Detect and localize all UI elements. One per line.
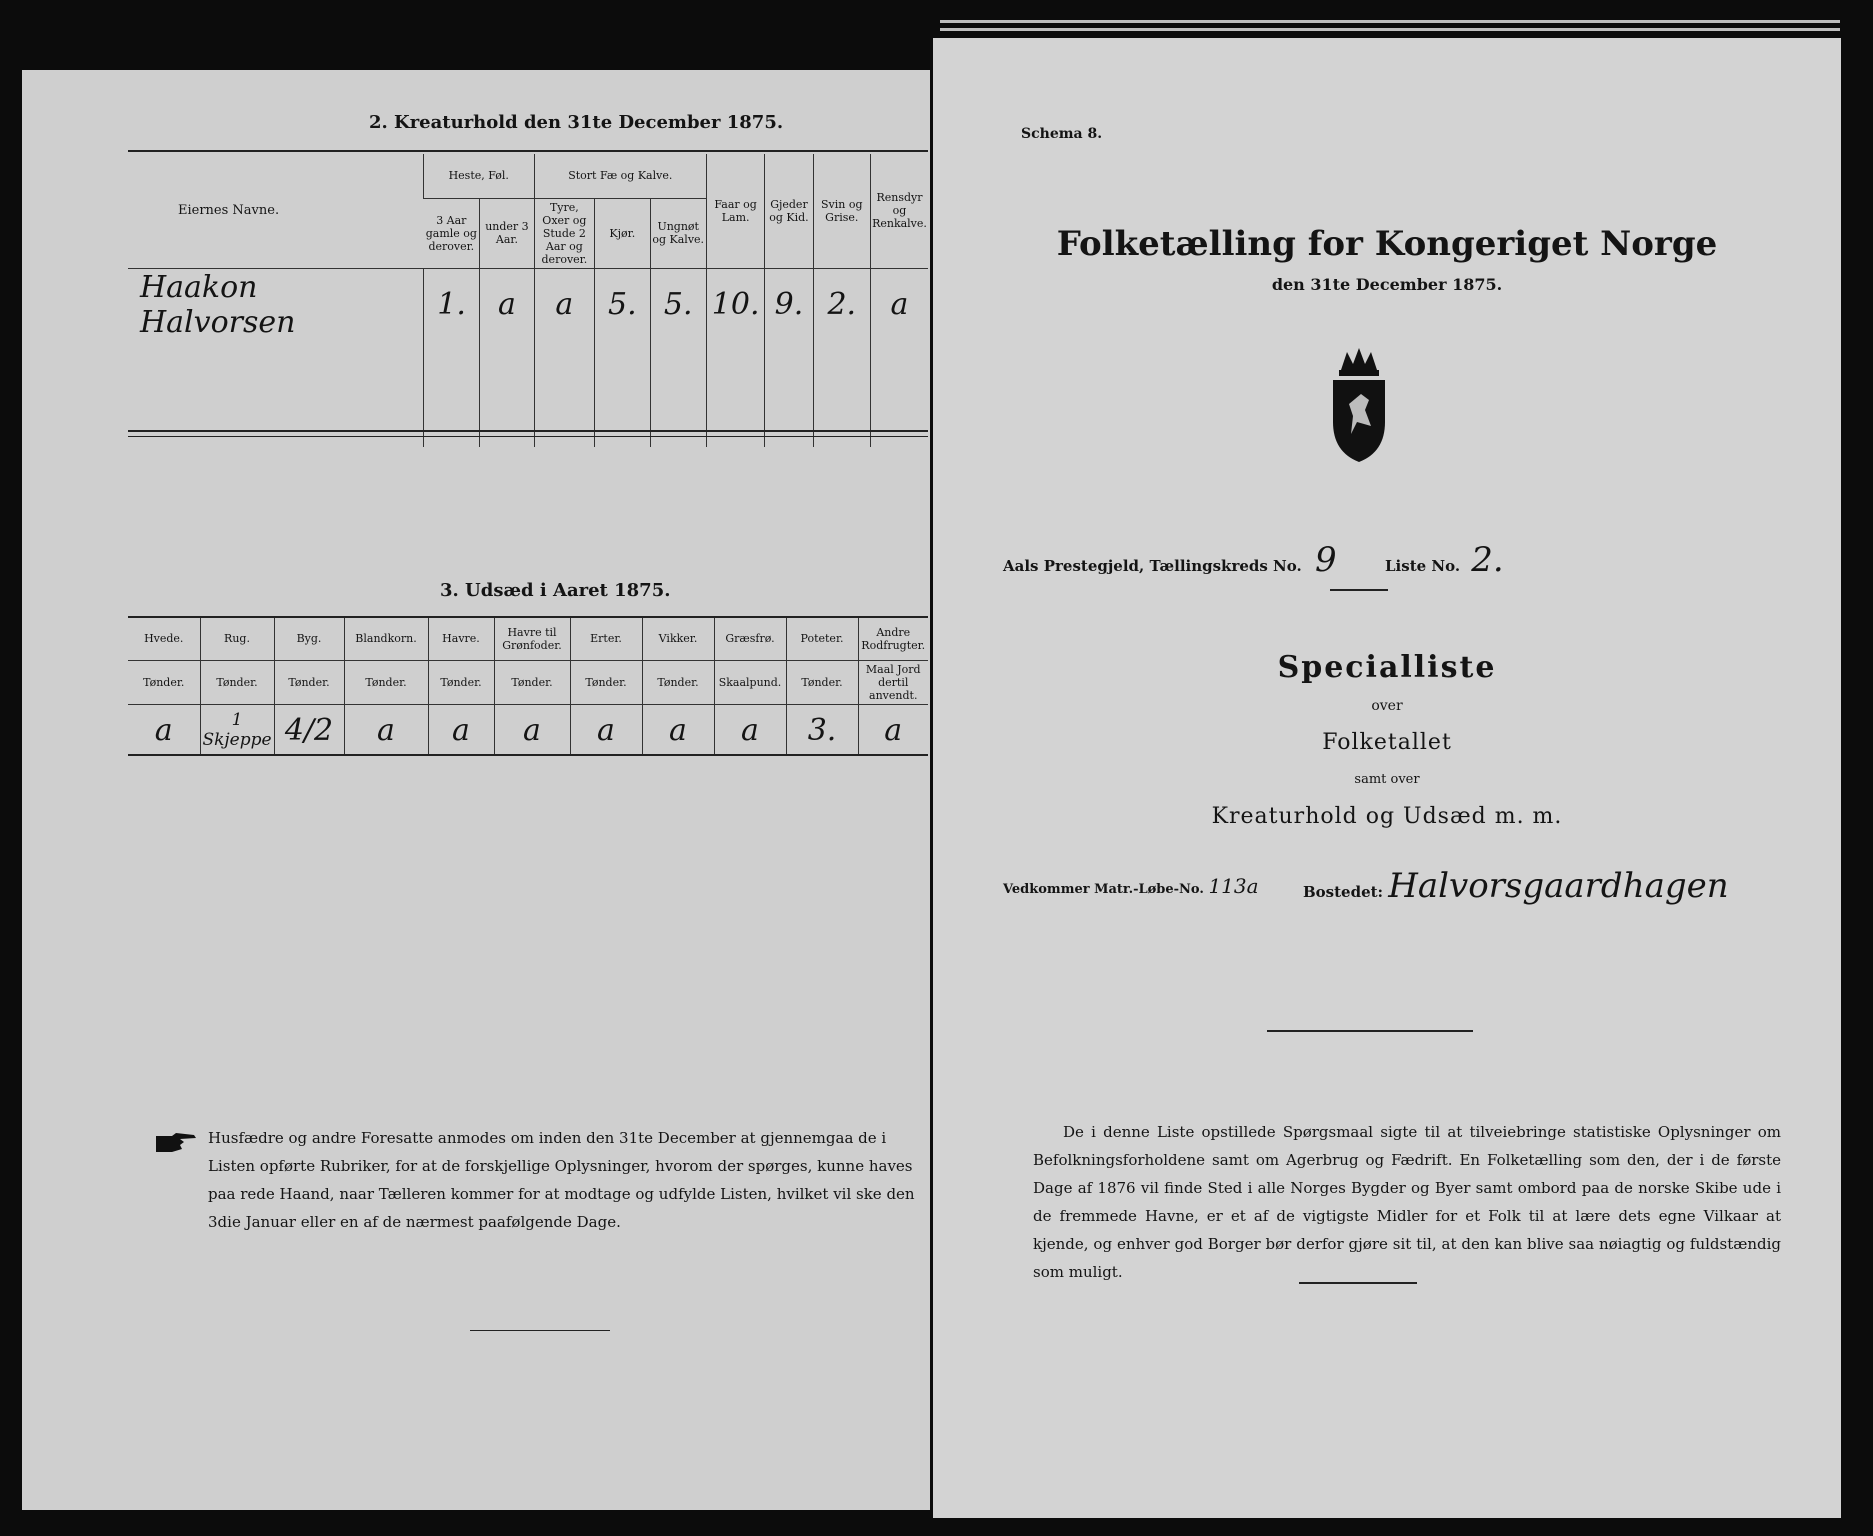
cell-tyre: a bbox=[534, 268, 595, 341]
group-heste: Heste, Føl. bbox=[423, 154, 534, 198]
seed-col-2: Rug. bbox=[200, 618, 274, 660]
pointing-hand-icon bbox=[154, 1132, 198, 1154]
bostedet-label: Bostedet: bbox=[1303, 883, 1384, 901]
matr-label: Vedkommer Matr.-Løbe-No. bbox=[1003, 882, 1204, 897]
bostedet-value: Halvorsgaardhagen bbox=[1388, 866, 1729, 906]
seed-table bbox=[128, 618, 928, 756]
col-ungnoed: Ungnøt og Kalve. bbox=[650, 198, 706, 268]
seed-value-7: a bbox=[570, 704, 642, 756]
kreds-label: Tællingskreds No. bbox=[1149, 557, 1302, 575]
seed-col-9: Græsfrø. bbox=[714, 618, 786, 660]
specialliste-title: Specialliste bbox=[1277, 650, 1497, 685]
form-title: Folketælling for Kongeriget Norge bbox=[1056, 224, 1718, 264]
seed-value-9: a bbox=[714, 704, 786, 756]
col-owner-name: Eiernes Navne. bbox=[128, 154, 423, 268]
col-gjeder: Gjeder og Kid. bbox=[765, 154, 813, 268]
col-tyre: Tyre, Oxer og Stude 2 Aar og derover. bbox=[534, 198, 595, 268]
seed-unit-9: Skaalpund. bbox=[714, 660, 786, 704]
table-row bbox=[128, 704, 928, 756]
left-page bbox=[22, 70, 930, 1510]
rule bbox=[1330, 589, 1388, 591]
col-heste-over3: 3 Aar gamle og derover. bbox=[423, 198, 479, 268]
page-edge bbox=[940, 28, 1840, 31]
col-rensdyr: Rensdyr og Renkalve. bbox=[870, 154, 928, 268]
seed-value-10: 3. bbox=[786, 704, 858, 756]
schema-label: Schema 8. bbox=[1021, 126, 1103, 142]
seed-unit-4: Tønder. bbox=[344, 660, 428, 704]
seed-value-3: 4/2 bbox=[274, 704, 344, 756]
seed-unit-1: Tønder. bbox=[128, 660, 200, 704]
seed-unit-11: Maal Jord dertil anvendt. bbox=[858, 660, 928, 704]
cell-heste-under3: a bbox=[480, 268, 534, 341]
seed-unit-8: Tønder. bbox=[642, 660, 714, 704]
cell-heste-over3: 1. bbox=[423, 268, 479, 341]
col-faar: Faar og Lam. bbox=[706, 154, 764, 268]
seed-value-11: a bbox=[858, 704, 928, 756]
seed-col-1: Hvede. bbox=[128, 618, 200, 660]
liste-value: 2. bbox=[1471, 540, 1504, 580]
form-subtitle: den 31te December 1875. bbox=[1271, 275, 1503, 294]
right-page bbox=[933, 38, 1841, 1518]
livestock-table bbox=[128, 154, 928, 447]
seed-col-4: Blandkorn. bbox=[344, 618, 428, 660]
rule bbox=[1299, 1282, 1417, 1284]
table-row bbox=[128, 341, 928, 377]
seed-value-8: a bbox=[642, 704, 714, 756]
seed-col-5: Havre. bbox=[428, 618, 494, 660]
samt-over-text: samt over bbox=[1354, 772, 1420, 787]
folketallet-text: Folketallet bbox=[1322, 730, 1452, 755]
seed-value-6: a bbox=[494, 704, 570, 756]
rule bbox=[128, 150, 928, 152]
rule bbox=[470, 1330, 610, 1331]
section3-heading: 3. Udsæd i Aaret 1875. bbox=[440, 580, 671, 601]
col-kjoer: Kjør. bbox=[595, 198, 650, 268]
kreds-value: 9 bbox=[1314, 540, 1337, 580]
district-line bbox=[1003, 540, 1337, 580]
rule bbox=[128, 430, 928, 432]
liste-label: Liste No. bbox=[1385, 557, 1461, 575]
matr-line bbox=[1003, 874, 1259, 898]
seed-value-2: 1 Skjeppe bbox=[200, 704, 274, 756]
cell-rensdyr: a bbox=[870, 268, 928, 341]
seed-col-6: Havre til Grønfoder. bbox=[494, 618, 570, 660]
seed-unit-7: Tønder. bbox=[570, 660, 642, 704]
seed-unit-2: Tønder. bbox=[200, 660, 274, 704]
prestegjeld-value: Aals bbox=[1003, 557, 1039, 575]
over-text: over bbox=[1371, 698, 1403, 714]
rule bbox=[1267, 1030, 1473, 1032]
section2-heading: 2. Kreaturhold den 31te December 1875. bbox=[369, 112, 784, 133]
seed-col-10: Poteter. bbox=[786, 618, 858, 660]
explanation-paragraph: De i denne Liste opstillede Spørgsmaal sigte til at tilveiebringe statistiske Oplysninger om Befolkningsforholdene samt om Agerbrug og Fædrift. En Folketælling som den, der i de første Dage af 1876 vil finde Sted i alle Norges Bygder og Byer samt ombord paa de norske Skibe ude i de fremmede Havne, er et af de vigtigste Midler for et Folk til at lære dets egne Vilkaar at kjende, og enhver god Borger bør derfor gjøre sit til, at den kan blive saa nøiagtig og fuldstændig som muligt. bbox=[1033, 1123, 1781, 1281]
group-stort: Stort Fæ og Kalve. bbox=[534, 154, 706, 198]
seed-unit-3: Tønder. bbox=[274, 660, 344, 704]
seed-unit-10: Tønder. bbox=[786, 660, 858, 704]
seed-unit-5: Tønder. bbox=[428, 660, 494, 704]
matr-value: 113a bbox=[1208, 874, 1259, 898]
page-edge bbox=[940, 20, 1840, 23]
seed-col-8: Vikker. bbox=[642, 618, 714, 660]
seed-col-11: Andre Rodfrugter. bbox=[858, 618, 928, 660]
cell-faar: 10. bbox=[706, 268, 764, 341]
cell-ungnoed: 5. bbox=[650, 268, 706, 341]
seed-value-4: a bbox=[344, 704, 428, 756]
liste-line bbox=[1385, 540, 1504, 580]
rule bbox=[128, 754, 928, 756]
prestegjeld-label: Prestegjeld, bbox=[1043, 557, 1145, 575]
cell-gjeder: 9. bbox=[765, 268, 813, 341]
table-row bbox=[128, 268, 928, 341]
seed-unit-6: Tønder. bbox=[494, 660, 570, 704]
bostedet-line bbox=[1303, 866, 1729, 906]
cell-svin: 2. bbox=[813, 268, 870, 341]
rule bbox=[128, 436, 928, 437]
notice-text: Husfædre og andre Foresatte anmodes om inden den 31te December at gjennemgaa de i Listen opførte Rubriker, for at de forskjellige Oplysninger, hvorom der spørges, kunne haves paa rede Haand, naar Tælleren kommer for at modtage og udfylde Listen, hvilket vil ske den 3die Januar eller en af de nærmest paafølgende Dage. bbox=[208, 1129, 915, 1231]
owner-name: Haakon Halvorsen bbox=[140, 269, 296, 340]
kreaturhold-text: Kreaturhold og Udsæd m. m. bbox=[1211, 804, 1563, 829]
norwegian-coat-of-arms-icon bbox=[1327, 344, 1391, 464]
seed-value-1: a bbox=[154, 712, 173, 748]
cell-kjoer: 5. bbox=[595, 268, 650, 341]
seed-col-3: Byg. bbox=[274, 618, 344, 660]
table-row bbox=[128, 377, 928, 413]
seed-col-7: Erter. bbox=[570, 618, 642, 660]
col-svin: Svin og Grise. bbox=[813, 154, 870, 268]
col-heste-under3: under 3 Aar. bbox=[480, 198, 534, 268]
seed-value-5: a bbox=[428, 704, 494, 756]
